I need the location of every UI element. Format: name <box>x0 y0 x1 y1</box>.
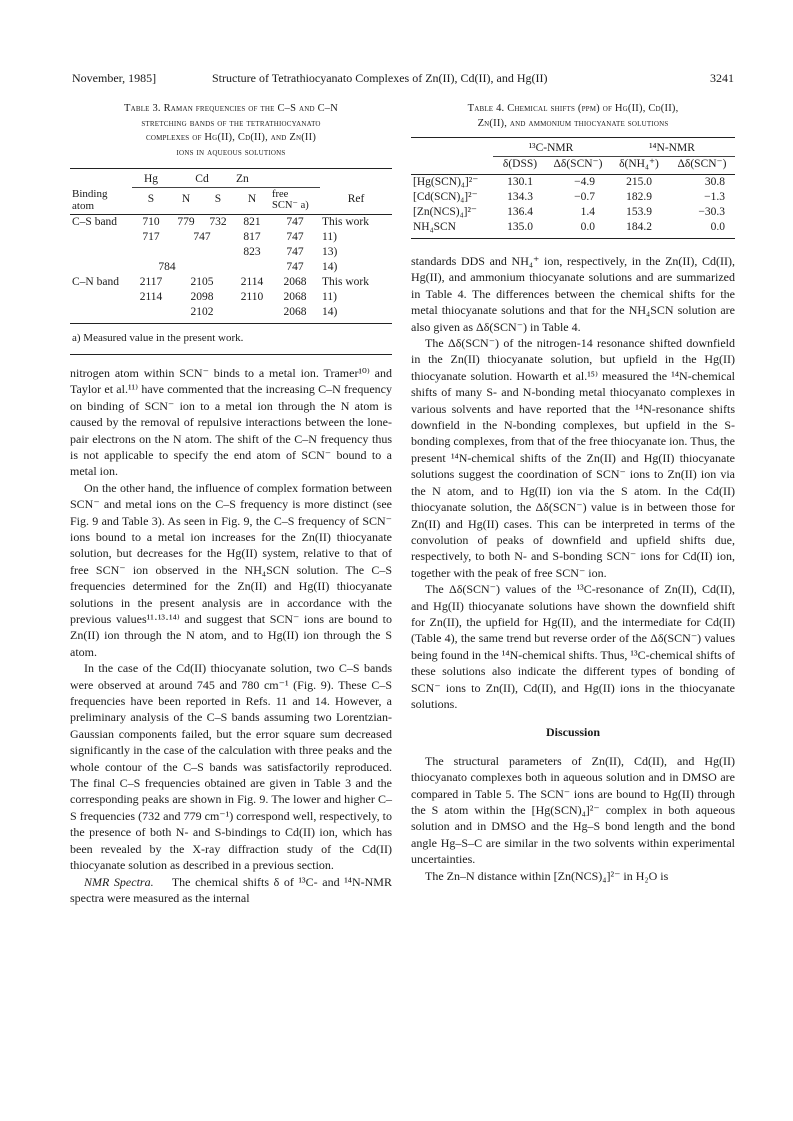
table-cell: Cd <box>170 169 234 188</box>
table-cell: 2068 <box>283 275 307 288</box>
table-cell <box>411 157 493 175</box>
table-cell: 817 <box>243 230 261 243</box>
table-cell <box>234 260 270 275</box>
table-cell: This work <box>322 275 369 288</box>
table-cell: ¹³C-NMR <box>493 138 609 157</box>
table4 <box>411 137 735 239</box>
table3-footnote: a) Measured value in the present work. <box>72 331 244 344</box>
table-cell <box>70 230 132 245</box>
table-cell: −4.9 <box>574 176 595 188</box>
table-cell: 0.0 <box>669 220 735 239</box>
right-column <box>411 102 735 884</box>
table-cell: 784 <box>158 260 176 273</box>
table-cell: Δδ(SCN⁻) <box>669 157 735 175</box>
table-cell: N <box>170 188 202 215</box>
table-cell: C–S band <box>72 215 118 228</box>
table-cell: δ(DSS) <box>493 157 547 175</box>
table-cell: 215.0 <box>626 176 652 188</box>
table-cell: 2102 <box>170 305 234 324</box>
paragraph: nitrogen atom within SCN⁻ binds to a metal ion. Tramer¹⁰⁾ and Taylor et al.¹¹⁾ have commented that the increasing C–N frequency on binding of SCN⁻ ion to a metal ion through the N atom is caused by the removal of repulsive interactions between the lone-pair electrons on the N atom. The shift of the C–N frequency thus is not applicable to specify the end atom of SCN⁻ bound to a metal ion. <box>70 365 392 479</box>
table3-caption: Table 3. Raman frequencies of the C–S and C–N stretching bands of the tetrathiocyanato complexes of Hg(II), Cd(II), and Zn(II) ions in aqueous solutions <box>123 103 339 158</box>
table-cell: 747 <box>286 245 304 258</box>
table-row <box>411 205 735 220</box>
table3-header-row1 <box>70 169 392 188</box>
table-row <box>70 260 392 275</box>
table-row <box>70 245 392 260</box>
subsection-heading: NMR Spectra. <box>84 874 154 889</box>
table-cell <box>132 245 170 260</box>
table-row <box>70 290 392 305</box>
table-cell: 14) <box>320 305 392 324</box>
paragraph: standards DDS and NH₄⁺ ion, respectively, in the Zn(II), Cd(II), Hg(II), and ammonium thiocyanate solutions and are summarized in Table 4. The differences between the chemical shifts for the metal thiocyanate solutions and that for the NH₄SCN solution are also given as Δδ(SCN⁻) in Table 4. <box>411 254 735 334</box>
table-row <box>70 275 392 290</box>
table-cell: 2068 <box>270 305 320 324</box>
page-number: 3241 <box>710 71 734 85</box>
table-cell: free SCN⁻ a) <box>270 188 320 215</box>
table-cell <box>70 169 132 188</box>
table-cell: 13) <box>322 245 338 258</box>
paragraph: In the case of the Cd(II) thiocyanate solution, two C–S bands were observed at around 745 and 780 cm⁻¹ (Fig. 9). These C–S frequencies have been reported in Refs. 11 and 14. However, a preliminary analysis of the C–S bands assuming two Lorentzian-Gaussian components failed, but the error square sum decreased significantly in the case of the calculation with three peaks and the whole contour of the C–S bands was satisfactorily reproduced. The final C–S frequencies obtained are given in Table 3 and the corresponding peaks are shown in Fig. 9. The lower and higher C–S frequencies (732 and 779 cm⁻¹) correspond well, respectively, to the presence of both N- and S-bindings to Cd(II) ion, which has been revealed by the X-ray diffraction study of the Cd(II) thiocyanate solution as described in a previous section. <box>70 661 392 873</box>
table-cell: 136.4 <box>507 206 533 218</box>
table-row <box>70 305 392 324</box>
table-cell: 2098 <box>190 290 214 303</box>
table-cell: 823 <box>243 245 261 258</box>
table-cell: 2114 <box>139 290 163 303</box>
table-row <box>411 175 735 191</box>
table-cell: 2068 <box>283 290 307 303</box>
table-cell: δ(NH₄⁺) <box>609 157 669 175</box>
paragraph: The structural parameters of Zn(II), Cd(II), and Hg(II) thiocyanato complexes both in aqueous solution and in DMSO are compared in Table 5. The SCN⁻ ions are bound to Hg(II) through the S atom within the [Hg(SCN)₄]²⁻ complex in both aqueous solution and in DMSO and the Hg–S bond length and the bond angle Hg–S–C are similar in the two solvents within experimental uncertainties. <box>411 753 735 867</box>
table-cell <box>70 290 132 305</box>
table-cell: 14) <box>322 260 338 273</box>
table-cell <box>202 260 234 275</box>
table-cell: Binding atom <box>70 188 132 215</box>
table-cell <box>320 169 392 188</box>
table-cell: C–N band <box>72 275 119 288</box>
table-cell: 2105 <box>190 275 214 288</box>
table-cell: [Zn(NCS)₄]²⁻ <box>413 206 477 218</box>
table-cell: 1.4 <box>580 206 595 218</box>
table-cell <box>70 305 132 324</box>
table-cell: NH₄SCN <box>411 220 493 239</box>
table-cell: 747 <box>193 230 211 243</box>
table-cell: [Cd(SCN)₄]²⁻ <box>413 191 478 203</box>
table-cell: 2117 <box>139 275 163 288</box>
paragraph: The Δδ(SCN⁻) of the nitrogen-14 resonance shifted downfield in the Zn(II) thiocyanate solution, but upfield in the Hg(II) thiocyanate solution. Howarth et al.¹⁵⁾ measured the ¹⁴N-chemical shifts of many S- and N-bonding metal thiocyanato complexes in various solvents and have reported that the ¹⁴N-resonance shifts downfield in the N-bonding complexes, but upfield in the S-bonding complexes, from that of the free thiocyanate ion. Thus, the present ¹⁴N-chemical shifts of the Zn(II) and Hg(II) thiocyanate solutions suggest the coordination of SCN⁻ ions to Zn(II) ion via the N atom, and to Hg(II) ion via the S atom. In the Cd(II) thiocyanate solution, the Δδ(SCN⁻) value is in between those for Zn(II) and Hg(II) cases. This can be interpreted in terms of the convolution of peaks of downfield and upfield shifts due, respectively, to both N- and S-bonding SCN⁻ ions for Cd(II) ion, together with the peak of free SCN⁻ ion. <box>411 336 735 580</box>
table-cell: 130.1 <box>507 176 533 188</box>
table-cell: 717 <box>142 230 160 243</box>
table-cell: N <box>234 188 270 215</box>
table-cell: 732 <box>209 215 227 228</box>
header-date: November, 1985] <box>72 71 157 85</box>
header-title: Structure of Tetrathiocyanato Complexes of Zn(II), Cd(II), and Hg(II) <box>212 71 548 85</box>
table-row <box>70 214 392 230</box>
table-cell: 184.2 <box>609 220 669 239</box>
table-cell: 821 <box>243 215 261 228</box>
table-cell: 134.3 <box>507 191 533 203</box>
table-cell <box>170 245 234 260</box>
table-cell: 747 <box>286 215 304 228</box>
table-cell: S <box>132 188 170 215</box>
table-cell: Hg <box>132 169 170 188</box>
table-cell: 153.9 <box>626 206 652 218</box>
paragraph: The Zn–N distance within [Zn(NCS)₄]²⁻ in H₂O is <box>425 868 669 883</box>
table-cell <box>70 245 132 260</box>
table4-caption: Table 4. Chemical shifts (ppm) of Hg(II), Cd(II), Zn(II), and ammonium thiocyanate solutions <box>467 103 679 129</box>
table-cell: 747 <box>286 230 304 243</box>
table3-header-row2 <box>70 188 392 215</box>
table-cell: 182.9 <box>626 191 652 203</box>
table-cell: 11) <box>322 290 337 303</box>
table-cell: 0.0 <box>547 220 609 239</box>
table-cell <box>234 305 270 324</box>
table-cell: −30.3 <box>698 206 725 218</box>
table-cell: −0.7 <box>574 191 595 203</box>
paragraph: On the other hand, the influence of complex formation between SCN⁻ and metal ions on the C–S frequency is more distinct (see Fig. 9 and Table 3). As seen in Fig. 9, the C–S frequency of SCN⁻ ions bound to a metal ion increases for the Zn(II) thiocyanate solution, but decreases for the Hg(II) system, relative to that of free SCN⁻ ion observed in the NH₄SCN solution. The C–S frequencies determined for the Zn(II) and Hg(II) thiocyanate solutions in the present analysis are in accordance with the previous values¹¹·¹³·¹⁴⁾ and suggest that SCN⁻ ions are bound to Zn(II) ion through the N atom, and to Hg(II) ion through the S atom. <box>70 480 392 659</box>
table-cell: 779 <box>177 215 195 228</box>
table-cell: Δδ(SCN⁻) <box>547 157 609 175</box>
table-cell: S <box>202 188 234 215</box>
table-row <box>411 220 735 239</box>
table-cell: 135.0 <box>493 220 547 239</box>
table-cell: ¹⁴N-NMR <box>609 138 735 157</box>
table4-header-row2 <box>411 157 735 175</box>
paragraph: NMR Spectra. The chemical shifts δ of ¹³C- and ¹⁴N-NMR spectra were measured as the internal <box>70 874 392 905</box>
table-cell: −1.3 <box>704 191 725 203</box>
table-cell <box>411 138 493 157</box>
table-cell <box>132 305 170 324</box>
section-heading: Discussion <box>545 725 601 740</box>
table-cell: Ref <box>320 188 392 215</box>
table4-header-row1 <box>411 138 735 157</box>
table-row <box>411 190 735 205</box>
table-cell: 747 <box>286 260 304 273</box>
table-cell: [Hg(SCN)₄]²⁻ <box>413 176 479 188</box>
table3 <box>70 168 392 324</box>
paragraph: The Δδ(SCN⁻) values of the ¹³C-resonance of Zn(II), Cd(II), and Hg(II) thiocyanate solutions have shown the downfield shift for Zn(II), the upfield for Hg(II), and the intermediate for Cd(II) (Table 4), the same trend but reverse order of the Δδ(SCN⁻) values being found in the ¹⁴N-chemical shifts. Thus, ¹³C-chemical shifts of these solutions also indicate the different types of bonding of SCN⁻ ions to Zn(II), Cd(II), and Hg(II) ions in the thiocyanate solutions. <box>411 582 735 711</box>
running-header <box>72 71 734 87</box>
table-row <box>70 230 392 245</box>
table-cell: 11) <box>322 230 337 243</box>
left-column <box>70 102 392 906</box>
table-cell: 2110 <box>240 290 264 303</box>
table-cell: Zn <box>234 169 320 188</box>
table-cell: 2114 <box>240 275 264 288</box>
table-cell: 710 <box>142 215 160 228</box>
table-cell <box>70 260 132 275</box>
table-cell: This work <box>322 215 369 228</box>
table-cell: 30.8 <box>704 176 725 188</box>
